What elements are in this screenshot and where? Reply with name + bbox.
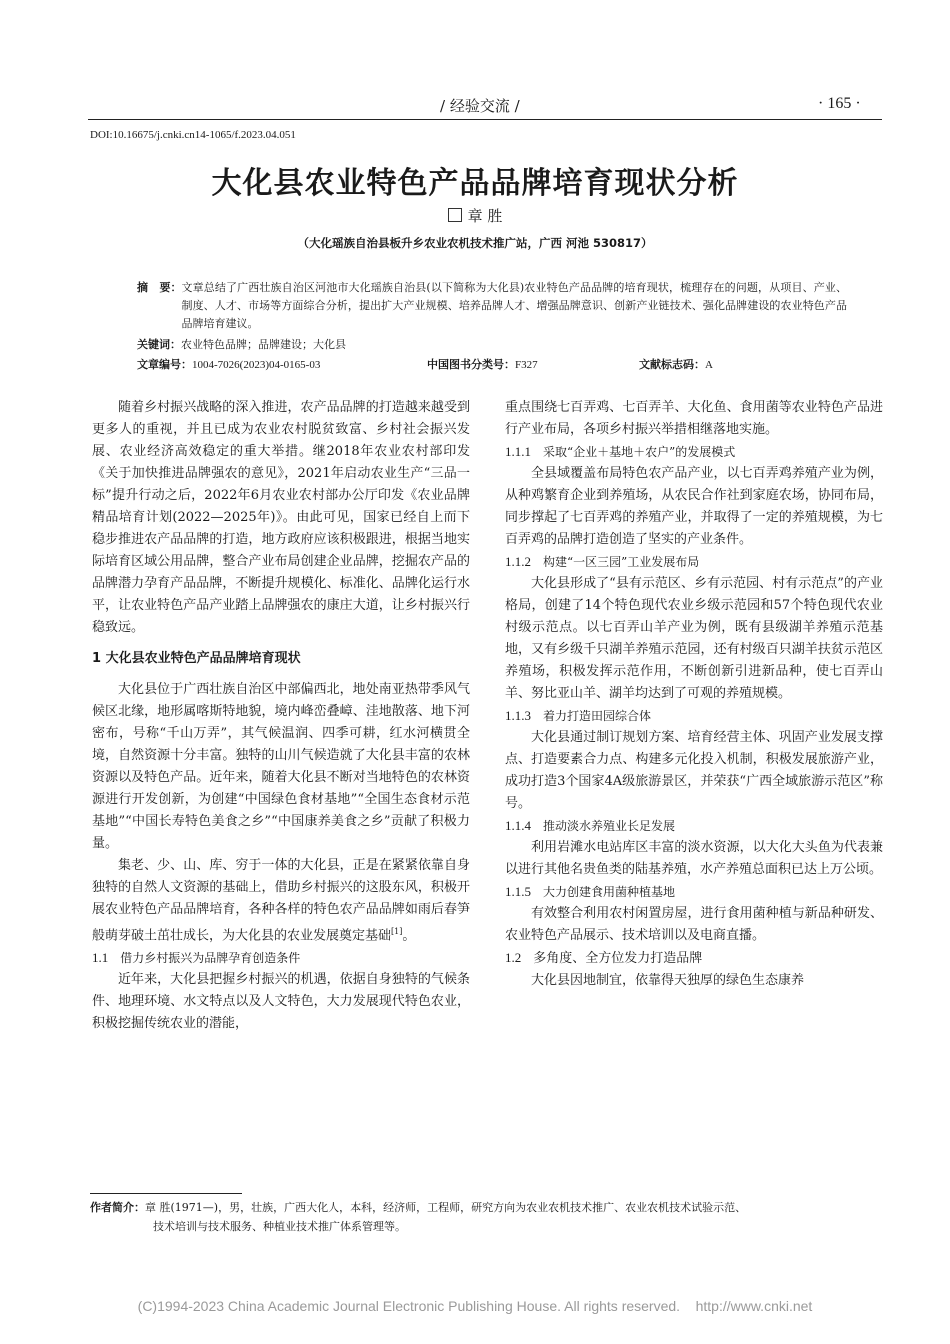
page-number: · 165 ·: [818, 95, 861, 112]
author-name: 章 胜: [467, 207, 503, 225]
subsection-heading: 1.1.3 着力打造田园综合体: [505, 708, 652, 723]
section-heading: 1 大化县农业特色产品品牌培育现状: [92, 651, 301, 666]
abstract-label: 摘 要：: [137, 281, 182, 294]
article-meta-row: [137, 356, 847, 374]
affiliation: （大化瑶族自治县板升乡农业农机技术推广站，广西 河池 530817）: [297, 236, 653, 250]
article-no: 1004-7026(2023)04-0165-03: [192, 359, 321, 371]
header-rule: [88, 119, 882, 120]
doi: DOI:10.16675/j.cnki.cn14-1065/f.2023.04.051: [90, 129, 296, 141]
author-bio-label: 作者简介：: [90, 1201, 145, 1214]
paragraph: 重点围绕七百弄鸡、七百弄羊、大化鱼、食用菌等农业特色产品进行产业布局，各项乡村振兴举措相继落地实施。: [505, 400, 883, 437]
citation: [1]: [391, 927, 403, 936]
paragraph: 全县域覆盖布局特色农产品产业，以七百弄鸡养殖产业为例，从种鸡繁育企业到养殖场，从农民合作社到家庭农场，协同布局，同步撑起了七百弄鸡的养殖产业，并取得了一定的养殖规模，为七百弄鸡的品牌打造创造了坚实的产业条件。: [505, 466, 883, 547]
paragraph: 大化县位于广西壮族自治区中部偏西北，地处南亚热带季风气候区北缘，地形属喀斯特地貌，境内峰峦叠嶂、洼地散落、地下河密布，号称“千山万弄”，其气候温润、四季可耕，红水河横贯全境，自然资源十分丰富。独特的山川气候造就了大化县丰富的农林资源以及特色产品。近年来，随着大化县不断对当地特色的农林资源进行开发创新，为创建“中国绿色食材基地”“全国生态食材示范基地”“中国长寿特色美食之乡”“中国康养美食之乡”贡献了积极力量。: [92, 682, 470, 851]
article-title: 大化县农业特色产品品牌培育现状分析: [211, 166, 739, 201]
abstract-text: 文章总结了广西壮族自治区河池市大化瑶族自治县(以下简称为大化县)农业特色产品品牌的培育现状，梳理存在的问题，从项目、产业、制度、人才、市场等方面综合分析，提出扩大产业规模、培养品牌人才、增强品牌意识、创新产业链技术、强化品牌建设的农业特色产品品牌培育建议。: [181, 281, 847, 330]
paragraph: 有效整合利用农村闲置房屋，进行食用菌种植与新品种研发、农业特色产品展示、技术培训以及电商直播。: [505, 906, 883, 943]
paragraph: 大化县通过制订规划方案、培育经营主体、巩固产业发展支撑点、打造要素合力点、构建多元化投入机制，积极发展旅游产业，成功打造3个国家4A级旅游景区，并荣获“广西全域旅游示范区”称号。: [505, 730, 883, 811]
keywords: [137, 336, 847, 354]
cnki-watermark: (C)1994-2023 China Academic Journal Electronic Publishing House. All rights reserved. http://www.cnki.net: [137, 1298, 813, 1314]
subsection-heading: 1.1.5 大力创建食用菌种植基地: [505, 884, 676, 899]
subsection-heading: 1.1.4 推动淡水养殖业长足发展: [505, 818, 676, 833]
keywords-label: 关键词：: [137, 338, 181, 351]
paragraph: 利用岩滩水电站库区丰富的淡水资源，以大化大头鱼为代表兼以进行其他名贵鱼类的陆基养殖，水产养殖总面积已达上万公顷。: [505, 840, 883, 877]
journal-section: / 经验交流 /: [440, 97, 520, 115]
author-bio: [90, 1198, 890, 1236]
author-line: [0, 205, 950, 226]
paragraph: 近年来，大化县把握乡村振兴的机遇，依据自身独特的气候条件、地理环境、水文特点以及人文特色，大力发展现代特色农业，积极挖掘传统农业的潜能，: [92, 972, 470, 1032]
right-column: [505, 397, 883, 992]
paragraph: 大化县形成了“县有示范区、乡有示范园、村有示范点”的产业格局，创建了14个特色现代农业乡级示范园和57个特色现代农业村级示范点。以七百弄山羊产业为例，既有县级湖羊养殖示范基地，又有乡级千只湖羊养殖示范园，还有村级百只湖羊扶贫示范区养殖场，积极发挥示范作用，不断创新引进新品种，使七百弄山羊、努比亚山羊、湖羊均达到了可观的养殖规模。: [505, 576, 883, 701]
subsection-heading: 1.1.1 采取“企业＋基地＋农户”的发展模式: [505, 444, 736, 459]
author-box-mark: [448, 208, 462, 222]
paragraph: 大化县因地制宜，依靠得天独厚的绿色生态康养: [531, 973, 805, 988]
doc-code-label: 文献标志码：: [639, 358, 705, 371]
subsection-heading: 1.2 多角度、全方位发力打造品牌: [505, 950, 703, 966]
doc-code: A: [705, 359, 713, 371]
abstract: [137, 279, 847, 333]
clc-code: F327: [515, 359, 538, 371]
keywords-text: 农业特色品牌；品牌建设；大化县: [181, 338, 346, 351]
clc-label: 中国图书分类号：: [427, 358, 515, 371]
subsection-heading: 1.1.2 构建“一区三园”工业发展布局: [505, 554, 700, 569]
paragraph: 随着乡村振兴战略的深入推进，农产品品牌的打造越来越受到更多人的重视，并且已成为农业农村脱贫致富、乡村社会振兴发展、农业经济高效稳定的重大举措。继2018年农业农村部印发《关于加快推进品牌强农的意见》，2021年启动农业生产“三品一标”提升行动之后，2022年6月农业农村部办公厅印发《农业品牌精品培育计划(2022—2025年)》。由此可见，国家已经自上而下稳步推进农产品品牌的打造，地方政府应该积极跟进，根据当地实际培育区域公用品牌，整合产业布局创建企业品牌，挖掘农产品的品牌潜力孕育产品品牌，不断提升规模化、标准化、品牌化运行水平，让农业特色产品产业踏上品牌强农的康庄大道，让乡村振兴行稳致远。: [92, 400, 470, 635]
left-column: [92, 397, 470, 1035]
author-bio-line1: 章 胜(1971—)，男，壮族，广西大化人，本科，经济师，工程师，研究方向为农业农机技术推广、农业农机技术试验示范、: [145, 1201, 747, 1214]
article-no-label: 文章编号：: [137, 358, 192, 371]
author-bio-line2: 技术培训与技术服务、种植业技术推广体系管理等。: [153, 1220, 406, 1233]
subsection-heading: 1.1 借力乡村振兴为品牌孕育创造条件: [92, 950, 301, 966]
paragraph: 集老、少、山、库、穷于一体的大化县，正是在紧紧依靠自身独特的自然人文资源的基础上，借助乡村振兴的这股东风，积极开展农业特色产品品牌培育，各种各样的特色农产品品牌如雨后春笋般萌芽破土茁壮成长，为大化县的农业发展奠定基础[1]。: [92, 858, 470, 944]
footnote-rule: [90, 1193, 242, 1194]
